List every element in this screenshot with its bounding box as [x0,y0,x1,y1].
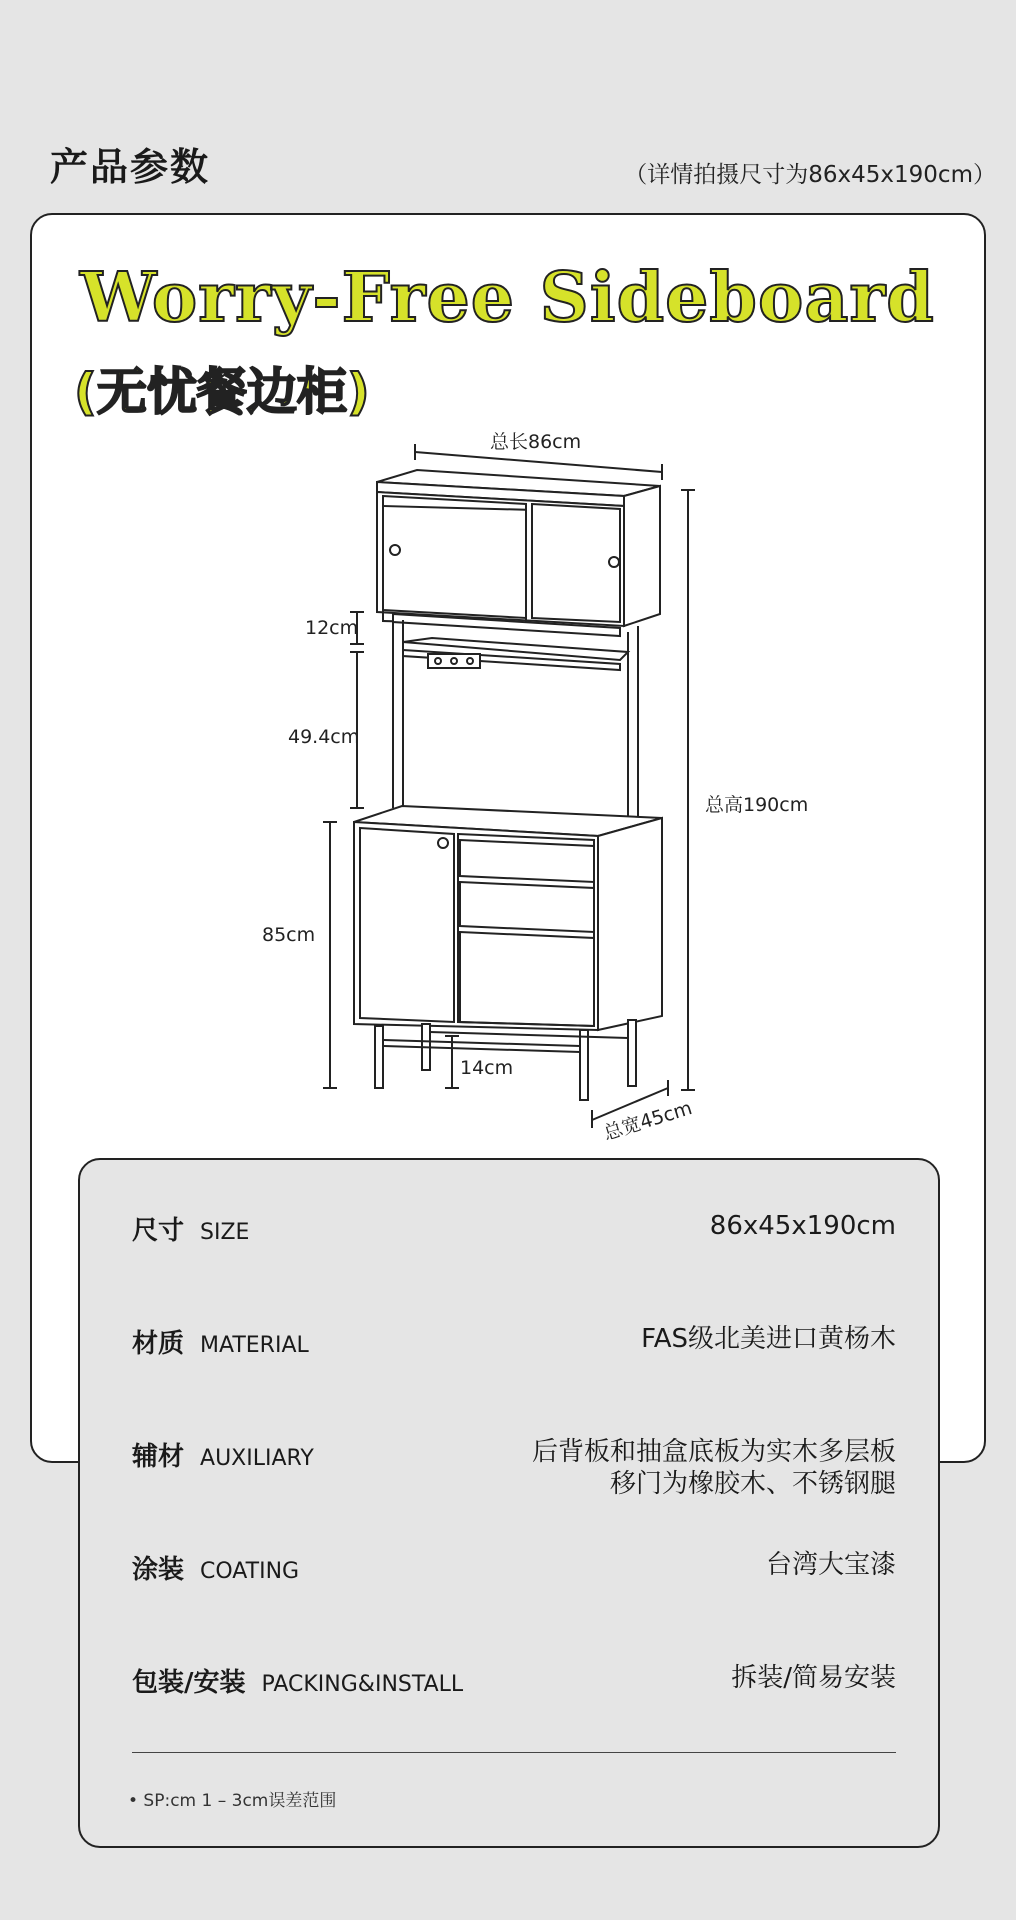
spec-label-cn: 辅材 [132,1442,185,1472]
spec-label-cn: 涂装 [132,1555,185,1585]
spec-label-en: SIZE [200,1220,250,1245]
spec-value-line: FAS级北美进口黄杨木 [641,1324,896,1354]
spec-label [132,1210,249,1247]
spec-label [132,1549,299,1586]
spec-label-cn: 材质 [132,1329,185,1359]
page-title: 产品参数 [50,145,211,189]
spec-value-line: 移门为橡胶木、不锈钢腿 [609,1469,896,1499]
spec-label-cn: 包装/安装 [132,1668,246,1698]
spec-label [132,1323,309,1360]
dim-total-height: 总高190cm [705,794,809,816]
spec-label [132,1662,463,1699]
spec-row-size [132,1210,896,1247]
spec-label-en: COATING [200,1559,300,1584]
spec-value-line: 拆装/简易安装 [731,1663,896,1693]
product-name: Worry-Free Sideboard [80,258,935,338]
spec-row-packing [132,1662,896,1699]
dim-14: 14cm [460,1057,514,1079]
spec-value [766,1549,896,1581]
dim-12: 12cm [305,617,359,639]
spec-label-en: MATERIAL [200,1333,309,1358]
spec-value [710,1210,896,1242]
spec-value [731,1662,896,1694]
spec-label [132,1436,314,1473]
spec-label-cn: 尺寸 [132,1216,185,1246]
spec-value-line: 后背板和抽盒底板为实木多层板 [531,1437,896,1467]
spec-row-coating [132,1549,896,1586]
spec-row-auxiliary [132,1436,896,1500]
dim-total-length: 总长86cm [490,431,582,453]
spec-value-line: 台湾大宝漆 [765,1550,896,1580]
size-note: （详情拍摄尺寸为86x45x190cm） [624,162,996,188]
spec-row-material [132,1323,896,1360]
footnote: • SP:cm 1 – 3cm误差范围 [128,1791,337,1811]
divider [132,1752,896,1753]
spec-panel [78,1158,940,1848]
spec-value-line: 86x45x190cm [709,1211,896,1241]
product-name-cn: (无忧餐边柜) [74,363,370,421]
dim-total-width: 总宽45cm [601,1097,695,1145]
dim-85: 85cm [262,924,316,946]
spec-value [532,1436,896,1500]
spec-label-en: AUXILIARY [200,1446,314,1471]
spec-value [641,1323,896,1355]
spec-label-en: PACKING&INSTALL [261,1672,464,1697]
dim-49-4: 49.4cm [288,726,360,748]
